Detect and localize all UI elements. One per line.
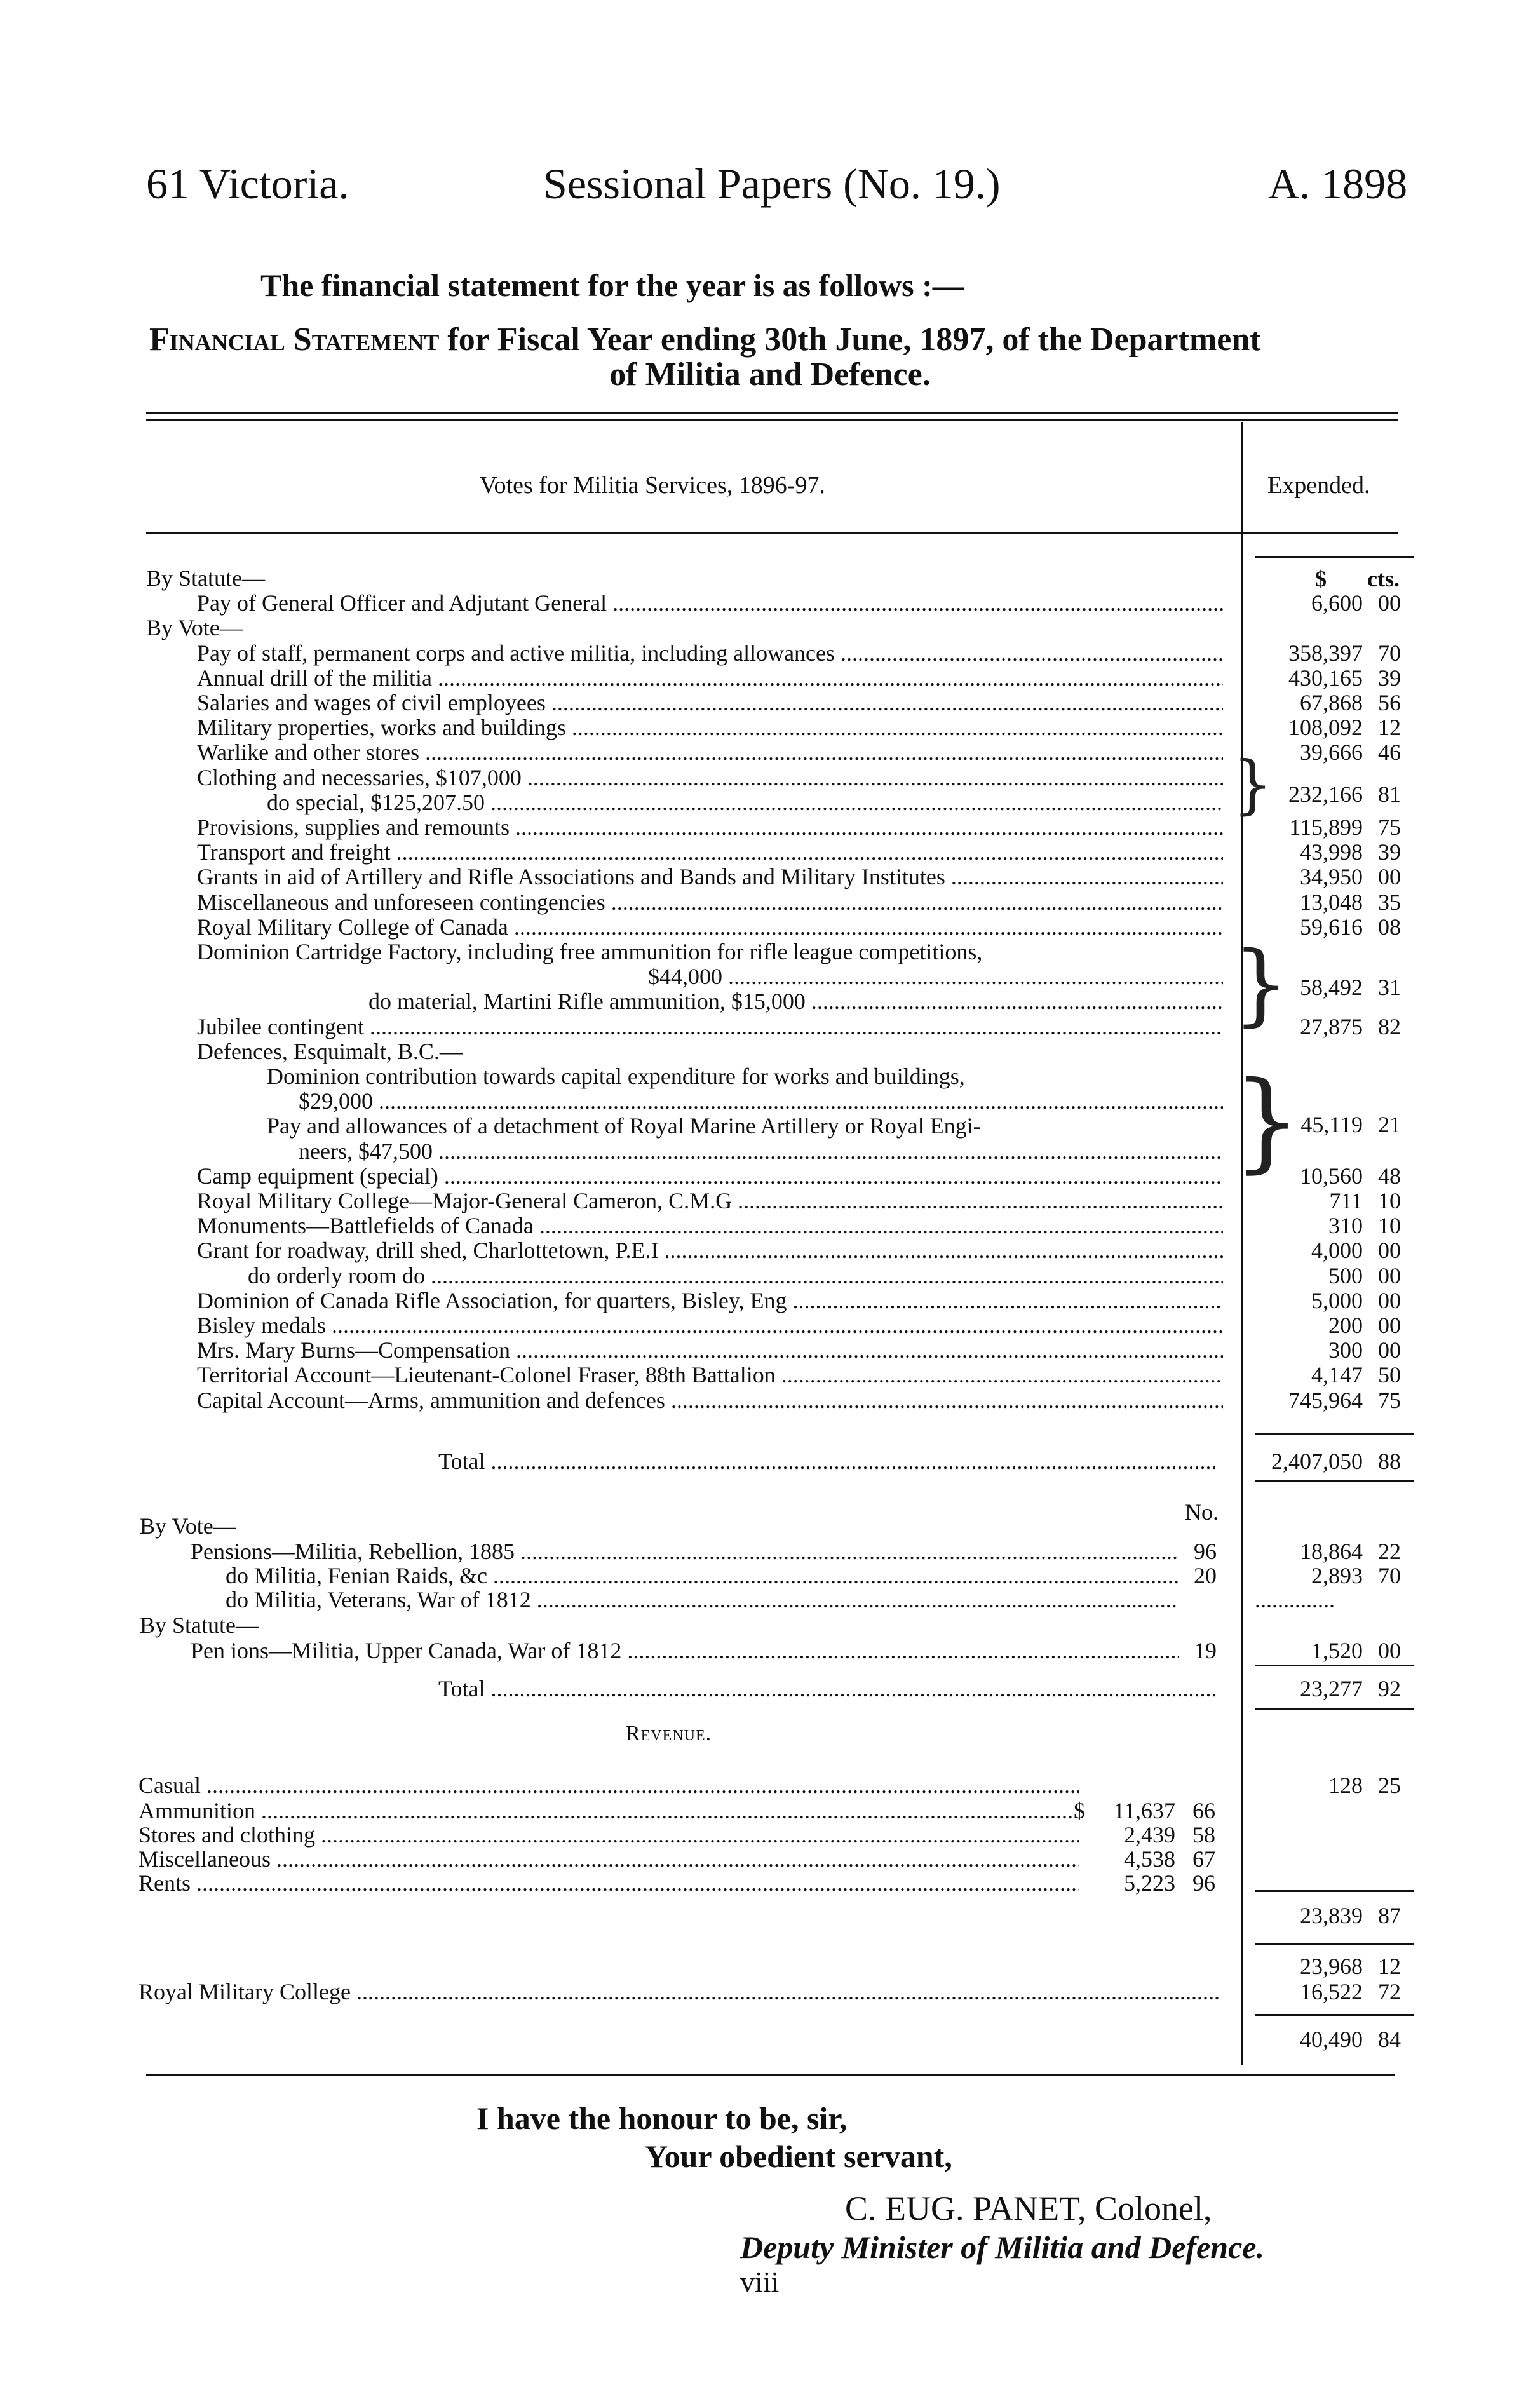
rmc-cts: 72 [1378, 1979, 1401, 2004]
pension-row-description: By Statute— [140, 1612, 259, 1638]
statement-title-line2: of Militia and Defence. [609, 356, 931, 393]
rmc-row [0, 1979, 1540, 2004]
ledger-row [0, 939, 1540, 964]
ledger-row-description: Territorial Account—Lieutenant-Colonel Fraser, 88th Battalion ..... [197, 1362, 1223, 1388]
ledger-row [0, 914, 1540, 940]
ledger-row-amount: 200 [1328, 1313, 1363, 1338]
intro-line: The financial statement for the year is as follows :— [260, 267, 964, 303]
ledger-row-amount: 39,666 [1300, 740, 1363, 766]
pension-row [0, 1539, 1540, 1564]
bracket-cts: 21 [1378, 1112, 1401, 1137]
revenue-heading: Revenue. [626, 1722, 712, 1745]
rmc-amt: 16,522 [1300, 1979, 1363, 2004]
ledger-row [0, 889, 1540, 915]
pension-row-cents: 70 [1378, 1563, 1401, 1588]
pension-total-label: Total ..... [438, 1676, 1217, 1701]
ledger-row-cents: 50 [1378, 1362, 1401, 1388]
bracket-amt: 232,166 [1288, 781, 1363, 807]
ledger-row-description: Military properties, works and buildings ..... [197, 715, 1223, 740]
revenue-subtotal-cts: 87 [1378, 1903, 1401, 1928]
bracket-amount-esquimalt [0, 1112, 1540, 1137]
ledger-row [0, 615, 1540, 640]
statement-title-rest: for Fiscal Year ending 30th June, 1897, of the Department [439, 321, 1261, 358]
revenue-subtotal-amt: 23,839 [1300, 1903, 1363, 1928]
ledger-row [0, 1362, 1540, 1388]
ledger-row-description: Bisley medals ..... [197, 1313, 1223, 1338]
ledger-row [0, 1213, 1540, 1238]
ledger-row-description: Defences, Esquimalt, B.C.— [197, 1038, 463, 1064]
ledger-row-cents: 10 [1378, 1188, 1401, 1213]
pension-row-description: do Militia, Veterans, War of 1812 ..... [226, 1587, 1179, 1612]
revenue-row-amount: 2,439 [1124, 1822, 1175, 1848]
ledger-row-description: Miscellaneous and unforeseen contingencies ..... [197, 889, 1223, 915]
ledger-row [0, 864, 1540, 889]
ledger-row [0, 1188, 1540, 1213]
ledger-row-cents: 70 [1378, 640, 1401, 666]
revenue-row-expended-amount: 128 [1328, 1773, 1363, 1798]
ledger-row-description: Provisions, supplies and remounts ..... [197, 814, 1223, 840]
rule-head [146, 532, 1398, 534]
ledger-row-description: $29,000 ..... [299, 1088, 1223, 1114]
ledger-row-description: Pay of staff, permanent corps and active militia, including allowances ..... [197, 640, 1223, 666]
revenue-row-description: Stores and clothing ..... [138, 1822, 1079, 1848]
pension-row-cents: 22 [1378, 1539, 1401, 1564]
grand-total-amt: 40,490 [1300, 2027, 1363, 2052]
rule-top [146, 412, 1398, 414]
pension-row [0, 1513, 1540, 1539]
grand-total-row [0, 2027, 1540, 2052]
expended-column-header: Expended. [1267, 472, 1370, 499]
bracket-cts: 81 [1378, 781, 1401, 807]
pension-blank-amount-row [0, 1587, 1540, 1612]
ledger-row-cents: 10 [1378, 1213, 1401, 1239]
ledger-row [0, 1238, 1540, 1263]
closing-line1: I have the honour to be, sir, [476, 2100, 848, 2136]
ledger-row-cents: 48 [1378, 1163, 1401, 1189]
ledger-row-description: Capital Account—Arms, ammunition and defences ..... [197, 1388, 1223, 1413]
bracket-amt: 58,492 [1300, 975, 1363, 1000]
pension-row-amount: 18,864 [1300, 1539, 1363, 1564]
total-amt: 2,407,050 [1271, 1449, 1363, 1474]
header-right: A. 1898 [1268, 159, 1408, 208]
ledger-row-description: Jubilee contingent ..... [197, 1014, 1223, 1039]
header-center: Sessional Papers (No. 19.) [543, 159, 1001, 208]
ledger-row-amount: 310 [1328, 1213, 1363, 1239]
revenue-row-description: Miscellaneous ..... [138, 1846, 1079, 1872]
revenue-row-description: Casual ..... [138, 1773, 1079, 1798]
ledger-row-cents: 00 [1378, 1337, 1401, 1363]
pension-total-cts: 92 [1378, 1676, 1401, 1701]
revenue-subtotal-row [0, 1903, 1540, 1928]
ledger-row-amount: 13,048 [1300, 889, 1363, 915]
ledger-row [0, 715, 1540, 740]
pension-row [0, 1563, 1540, 1588]
ledger-row-description: Annual drill of the militia ..... [197, 665, 1223, 691]
ledger-row-description: Transport and freight ..... [197, 839, 1223, 865]
ledger-row-description: neers, $47,500 ..... [299, 1139, 1223, 1164]
page-number: viii [740, 2266, 780, 2298]
ledger-row-amount: 5,000 [1311, 1287, 1363, 1313]
pension-row-number: 20 [1194, 1563, 1217, 1588]
revenue-sum-cts: 12 [1378, 1954, 1401, 1979]
ledger-row [0, 1263, 1540, 1288]
pension-row-amount: 1,520 [1311, 1638, 1363, 1663]
rule-bottom [146, 2074, 1395, 2076]
pension-row-description: By Vote— [140, 1513, 236, 1539]
revenue-row [0, 1846, 1540, 1872]
grand-total-cts: 84 [1378, 2027, 1401, 2052]
pension-row-cents: 00 [1378, 1638, 1401, 1663]
ledger-row-cents: 00 [1378, 1262, 1401, 1288]
revenue-row [0, 1773, 1540, 1798]
ledger-row-description: Royal Military College—Major-General Cameron, C.M.G ..... [197, 1188, 1223, 1213]
dollar-unit: $ [1315, 566, 1327, 591]
ledger-row-description: By Vote— [146, 615, 243, 641]
signatory-title: Deputy Minister of Militia and Defence. [740, 2229, 1264, 2265]
ledger-row-amount: 711 [1329, 1188, 1363, 1213]
ledger-row-description: Dominion Cartridge Factory, including free ammunition for rifle league competitions, [197, 939, 983, 964]
total-cts: 88 [1378, 1449, 1401, 1474]
ledger-row-cents: 46 [1378, 740, 1401, 766]
rule-expended [1255, 556, 1414, 558]
ledger-row-cents: 39 [1378, 839, 1401, 865]
ledger-row-description: do material, Martini Rifle ammunition, $15,000 ..... [368, 989, 1223, 1014]
revenue-row-cents: 67 [1192, 1846, 1215, 1872]
rule-pension-total-bottom [1255, 1708, 1414, 1710]
ledger-row-description: Dominion contribution towards capital expenditure for works and buildings, [267, 1064, 965, 1089]
ledger-row [0, 1388, 1540, 1413]
ledger-row-amount: 34,950 [1300, 864, 1363, 890]
ledger-row [0, 640, 1540, 666]
pension-row-description: Pen ions—Militia, Upper Canada, War of 1812 ..... [191, 1638, 1179, 1663]
revenue-sum-amt: 23,968 [1300, 1954, 1363, 1979]
revenue-row-description: Rents ..... [138, 1870, 1079, 1896]
ledger-row [0, 665, 1540, 691]
pension-row-number: 96 [1194, 1539, 1217, 1564]
ledger-row-cents: 39 [1378, 665, 1401, 691]
pension-row-description: Pensions—Militia, Rebellion, 1885 ..... [191, 1539, 1179, 1564]
rule-revenue-sum [1255, 1943, 1414, 1945]
revenue-row-cents: 66 [1192, 1798, 1215, 1823]
bracket-cartridge: } [1233, 933, 1290, 1036]
ledger-row-cents: 75 [1378, 814, 1401, 840]
ledger-row-amount: 430,165 [1288, 665, 1363, 691]
statement-title [149, 321, 1414, 358]
rule-total1-bottom [1255, 1480, 1414, 1482]
ledger-row-amount: 43,998 [1300, 839, 1363, 865]
rule-total1 [1255, 1433, 1414, 1435]
revenue-row-amount: 5,223 [1124, 1870, 1175, 1896]
ledger-row [0, 1064, 1540, 1089]
ledger-row [0, 565, 1540, 591]
ledger-row-amount: 745,964 [1288, 1387, 1363, 1413]
ledger-row-description: Salaries and wages of civil employees ..... [197, 690, 1223, 715]
pension-total-row [0, 1676, 1540, 1701]
rule-pension-total [1255, 1665, 1414, 1666]
pension-row-description: do Militia, Fenian Raids, &c ..... [226, 1563, 1179, 1588]
ledger-row-amount: 115,899 [1289, 814, 1363, 840]
closing-line2: Your obedient servant, [645, 2139, 952, 2174]
pension-row-amount: 2,893 [1311, 1563, 1363, 1588]
ledger-row-cents: 00 [1378, 1238, 1401, 1264]
ledger-row-cents: 82 [1378, 1013, 1401, 1039]
bracket-amount-cartridge [0, 975, 1540, 1000]
bracket-amt: 45,119 [1300, 1112, 1363, 1137]
ledger-row [0, 1313, 1540, 1338]
pensions-no-header: No. [1185, 1499, 1219, 1525]
ledger-row-description: do special, $125,207.50 ..... [267, 790, 1223, 815]
ledger-row-cents: 75 [1378, 1387, 1401, 1413]
total-expended-row [0, 1449, 1540, 1474]
ledger-row-cents: 08 [1378, 914, 1401, 940]
ledger-row-amount: 59,616 [1300, 914, 1363, 940]
ledger-row-description: $44,000 ..... [648, 964, 1223, 989]
bracket-esquimalt: } [1233, 1058, 1302, 1184]
ledger-row-amount: 10,560 [1300, 1163, 1363, 1189]
ledger-row-description: Warlike and other stores ..... [197, 740, 1223, 765]
ledger-row [0, 590, 1540, 616]
ledger-row-cents: 00 [1378, 1287, 1401, 1313]
pension-row [0, 1638, 1540, 1663]
votes-column-header: Votes for Militia Services, 1896-97. [480, 472, 825, 499]
revenue-row-expended-cents: 25 [1378, 1773, 1401, 1798]
bracket-amount-clothing [0, 781, 1540, 807]
revenue-sum-row [0, 1954, 1540, 1979]
pension-blank-amount: .............. [1255, 1587, 1335, 1612]
ledger-row [0, 839, 1540, 865]
ledger-row-amount: 6,600 [1311, 590, 1363, 616]
bracket-clothing: } [1233, 747, 1273, 821]
revenue-row [0, 1822, 1540, 1848]
ledger-row [0, 814, 1540, 840]
ledger-row-amount: 4,000 [1311, 1238, 1363, 1264]
ledger-row-description: do orderly room do ..... [248, 1263, 1223, 1288]
ledger-row [0, 740, 1540, 765]
rule-grand [1255, 2014, 1414, 2016]
revenue-row-amount: 4,538 [1124, 1846, 1175, 1872]
ledger-row [0, 1014, 1540, 1039]
ledger-row-amount: 358,397 [1288, 640, 1363, 666]
revenue-row-cents: 58 [1192, 1822, 1215, 1848]
pension-total-amt: 23,277 [1300, 1676, 1363, 1701]
ledger-row-description: Monuments—Battlefields of Canada ..... [197, 1213, 1223, 1238]
total-label: Total ..... [438, 1449, 1217, 1474]
ledger-row-description: Pay of General Officer and Adjutant General ..... [197, 590, 1223, 616]
ledger-row-amount: 108,092 [1288, 715, 1363, 741]
rule-revenue [1255, 1890, 1414, 1892]
ledger-row-description: Camp equipment (special) ..... [197, 1163, 1223, 1189]
ledger-row-amount: 27,875 [1300, 1013, 1363, 1039]
statement-title-prefix: Financial Statement [149, 321, 440, 358]
ledger-row-description: Grant for roadway, drill shed, Charlottetown, P.E.I ..... [197, 1238, 1223, 1263]
ledger-row-description: Dominion of Canada Rifle Association, for quarters, Bisley, Eng ..... [197, 1288, 1223, 1313]
ledger-row-description: Clothing and necessaries, $107,000 ..... [197, 765, 1223, 790]
ledger-row-amount: 500 [1328, 1262, 1363, 1288]
ledger-row-description: Pay and allowances of a detachment of Royal Marine Artillery or Royal Engi- [267, 1113, 981, 1139]
signatory-name: C. EUG. PANET, Colonel, [845, 2189, 1212, 2227]
revenue-row-description: Ammunition ..... [138, 1798, 1072, 1823]
ledger-row-amount: 300 [1328, 1337, 1363, 1363]
ledger-row-cents: 00 [1378, 1313, 1401, 1338]
ledger-row-description: Mrs. Mary Burns—Compensation ..... [197, 1337, 1223, 1363]
pension-row-number: 19 [1194, 1638, 1217, 1663]
ledger-row-amount: 67,868 [1300, 690, 1363, 715]
ledger-row [0, 690, 1540, 715]
ledger-row [0, 1088, 1540, 1114]
revenue-row-dollar: $ [1074, 1798, 1085, 1823]
cents-unit: cts. [1367, 566, 1400, 591]
bracket-cts: 31 [1378, 975, 1401, 1000]
ledger-row-cents: 00 [1378, 864, 1401, 890]
ledger-row-cents: 12 [1378, 715, 1401, 741]
revenue-row [0, 1870, 1540, 1896]
ledger-row [0, 1337, 1540, 1363]
ledger-row [0, 1288, 1540, 1313]
pension-row [0, 1612, 1540, 1638]
ledger-row [0, 1039, 1540, 1064]
rule-top-2 [146, 419, 1398, 421]
header-left: 61 Victoria. [146, 159, 349, 208]
ledger-row-amount: 4,147 [1311, 1362, 1363, 1388]
ledger-row-cents: 56 [1378, 690, 1401, 715]
rmc-label: Royal Military College ..... [138, 1979, 1219, 2004]
ledger-row-cents: 35 [1378, 889, 1401, 915]
ledger-row-cents: 00 [1378, 590, 1401, 616]
ledger-row-description: Royal Military College of Canada ..... [197, 914, 1223, 940]
ledger-row [0, 1139, 1540, 1164]
revenue-row [0, 1798, 1540, 1823]
ledger-row [0, 1163, 1540, 1189]
revenue-row-amount: 11,637 [1113, 1798, 1175, 1823]
ledger-row-description: By Statute— [146, 565, 265, 591]
ledger-row-description: Grants in aid of Artillery and Rifle Associations and Bands and Military Institutes ..... [197, 864, 1223, 889]
revenue-row-cents: 96 [1192, 1870, 1215, 1896]
